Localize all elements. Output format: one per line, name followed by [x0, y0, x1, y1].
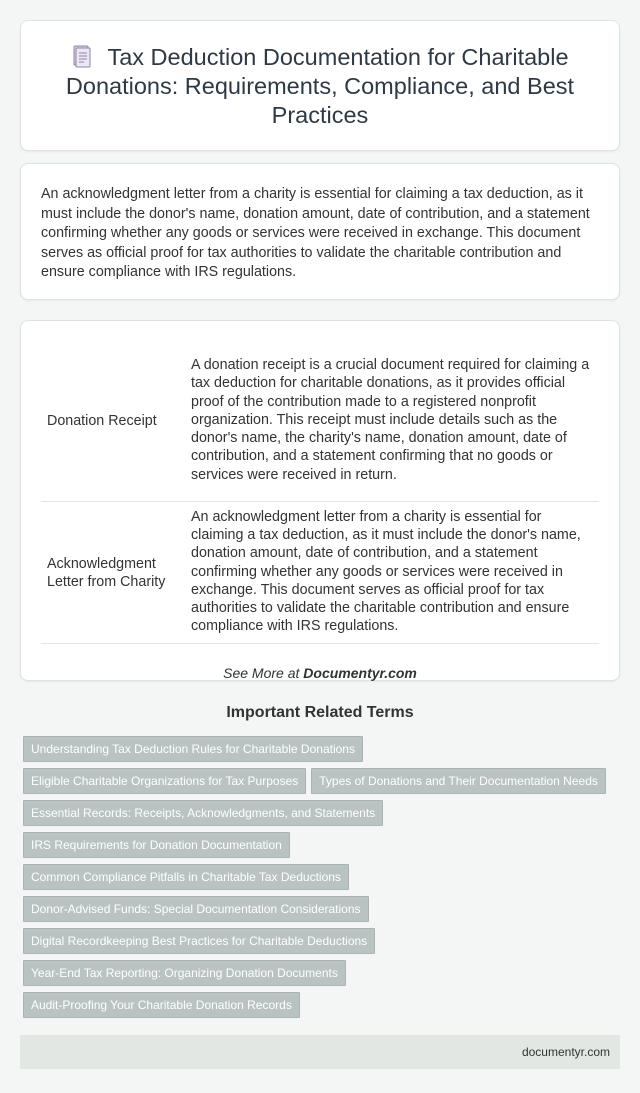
description-cell: An acknowledgment letter from a charity is essential for claiming a tax deduction, as it must include the donor's name, donation amount, date of contribution, and a statement confirming whether any goods or services were received in exchange. This document serves as official proof for tax authorities to validate the charitable contribution and ensure compliance with IRS regulations.: [185, 502, 599, 644]
term-cell: Acknowledgment Letter from Charity: [41, 502, 185, 644]
table-row: [41, 341, 599, 502]
see-more-prefix: See More at: [223, 665, 304, 682]
table-row: [41, 502, 599, 644]
title-card: [20, 20, 620, 151]
page-title: [51, 43, 589, 130]
term-cell: Donation Receipt: [47, 412, 157, 429]
terms-table-card: [20, 320, 620, 681]
footer-site-link[interactable]: documentyr.com: [521, 1045, 610, 1059]
see-more-site: Documentyr.com: [303, 665, 417, 682]
related-tag[interactable]: Donor-Advised Funds: Special Documentation Considerations: [23, 896, 369, 922]
related-tag[interactable]: Audit-Proofing Your Charitable Donation Records: [23, 992, 300, 1018]
terms-table: [41, 341, 599, 644]
related-tag[interactable]: Types of Donations and Their Documentation Needs: [311, 768, 606, 794]
page-title-text: Tax Deduction Documentation for Charitable Donations: Requirements, Compliance, and Best Practices: [65, 44, 575, 128]
related-tag[interactable]: Digital Recordkeeping Best Practices for Charitable Deductions: [23, 928, 375, 954]
related-tag[interactable]: Understanding Tax Deduction Rules for Charitable Donations: [23, 736, 363, 762]
intro-paragraph: An acknowledgment letter from a charity is essential for claiming a tax deduction, as it must include the donor's name, donation amount, date of contribution, and a statement confirming whether any goods or services were received in exchange. This document serves as official proof for tax authorities to validate the charitable contribution and ensure compliance with IRS regulations.: [41, 186, 590, 280]
related-tag[interactable]: Common Compliance Pitfalls in Charitable Tax Deductions: [23, 864, 349, 890]
related-tag[interactable]: IRS Requirements for Donation Documentation: [23, 832, 290, 858]
document-icon: [71, 44, 93, 68]
intro-card: [20, 163, 620, 300]
related-tag[interactable]: Year-End Tax Reporting: Organizing Donation Documents: [23, 960, 346, 986]
footer: [20, 1035, 620, 1069]
related-terms-heading: Important Related Terms: [226, 704, 414, 721]
related-tag[interactable]: Essential Records: Receipts, Acknowledgments, and Statements: [23, 800, 383, 826]
related-tags: [20, 736, 620, 1024]
related-tag[interactable]: Eligible Charitable Organizations for Tax Purposes: [23, 768, 306, 794]
see-more-link[interactable]: [41, 665, 599, 681]
description-cell: A donation receipt is a crucial document required for claiming a tax deduction for charitable donations, as it provides official proof of the contribution made to a registered nonprofit organization. This receipt must include details such as the donor's name, the charity's name, donation amount, date of contribution, and a statement confirming that no goods or services were received in return.: [191, 357, 590, 483]
